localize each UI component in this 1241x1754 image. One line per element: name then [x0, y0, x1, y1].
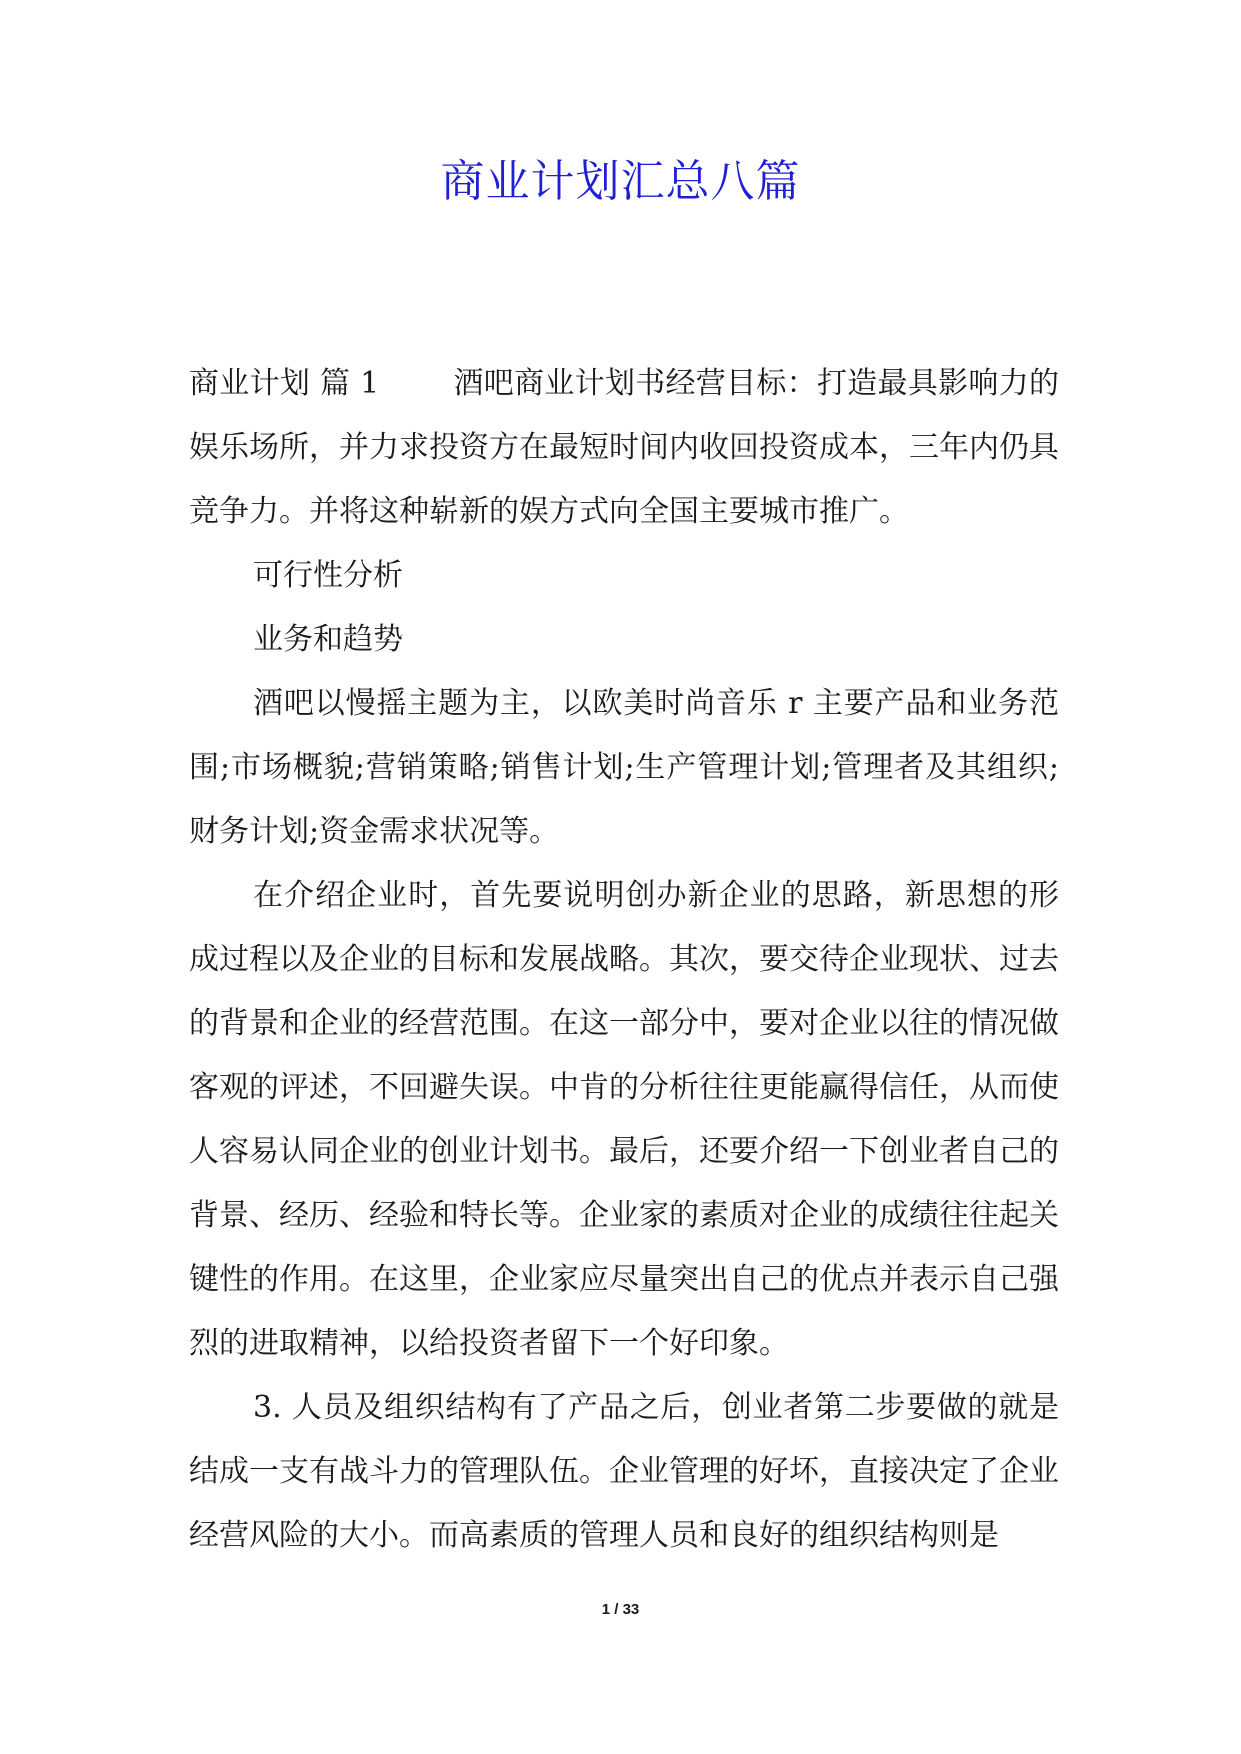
- paragraph-company-intro: 在介绍企业时，首先要说明创办新企业的思路，新思想的形成过程以及企业的目标和发展战略。其次，要交待企业现状、过去的背景和企业的经营范围。在这一部分中，要对企业以往的情况做客观的评述，不回避失误。中肯的分析往往更能赢得信任，从而使人容易认同企业的创业计划书。最后，还要介绍一下创业者自己的背景、经历、经验和特长等。企业家的素质对企业的成绩往往起关键性的作用。在这里，企业家应尽量突出自己的优点并表示自己强烈的进取精神，以给投资者留下一个好印象。: [189, 878, 1059, 1361]
- paragraph-bar-theme: 酒吧以慢摇主题为主，以欧美时尚音乐 r 主要产品和业务范围;市场概貌;营销策略;销售计划;生产管理计划;管理者及其组织;财务计划;资金需求状况等。: [189, 686, 1059, 849]
- paragraph-heading-business: 业务和趋势: [253, 622, 403, 657]
- page-number: 1 / 33: [601, 1601, 640, 1618]
- page-title: 商业计划汇总八篇: [440, 156, 801, 207]
- section-label: 商业计划 篇 1: [189, 366, 380, 401]
- paragraph-text: 酒吧商业计划书经营目标：打造最具影响力的娱乐场所，并力求投资方在最短时间内收回投资成本，三年内仍具竞争力。并将这种崭新的娱方式向全国主要城市推广。: [189, 366, 1060, 529]
- paragraph-personnel: 3. 人员及组织结构有了产品之后，创业者第二步要做的就是结成一支有战斗力的管理队伍。企业管理的好坏，直接决定了企业经营风险的大小。而高素质的管理人员和良好的组织结构则是: [189, 1390, 1059, 1553]
- paragraph-intro: [189, 352, 1059, 544]
- paragraph-heading-feasibility: 可行性分析: [253, 558, 403, 593]
- document-body: [189, 352, 1059, 1568]
